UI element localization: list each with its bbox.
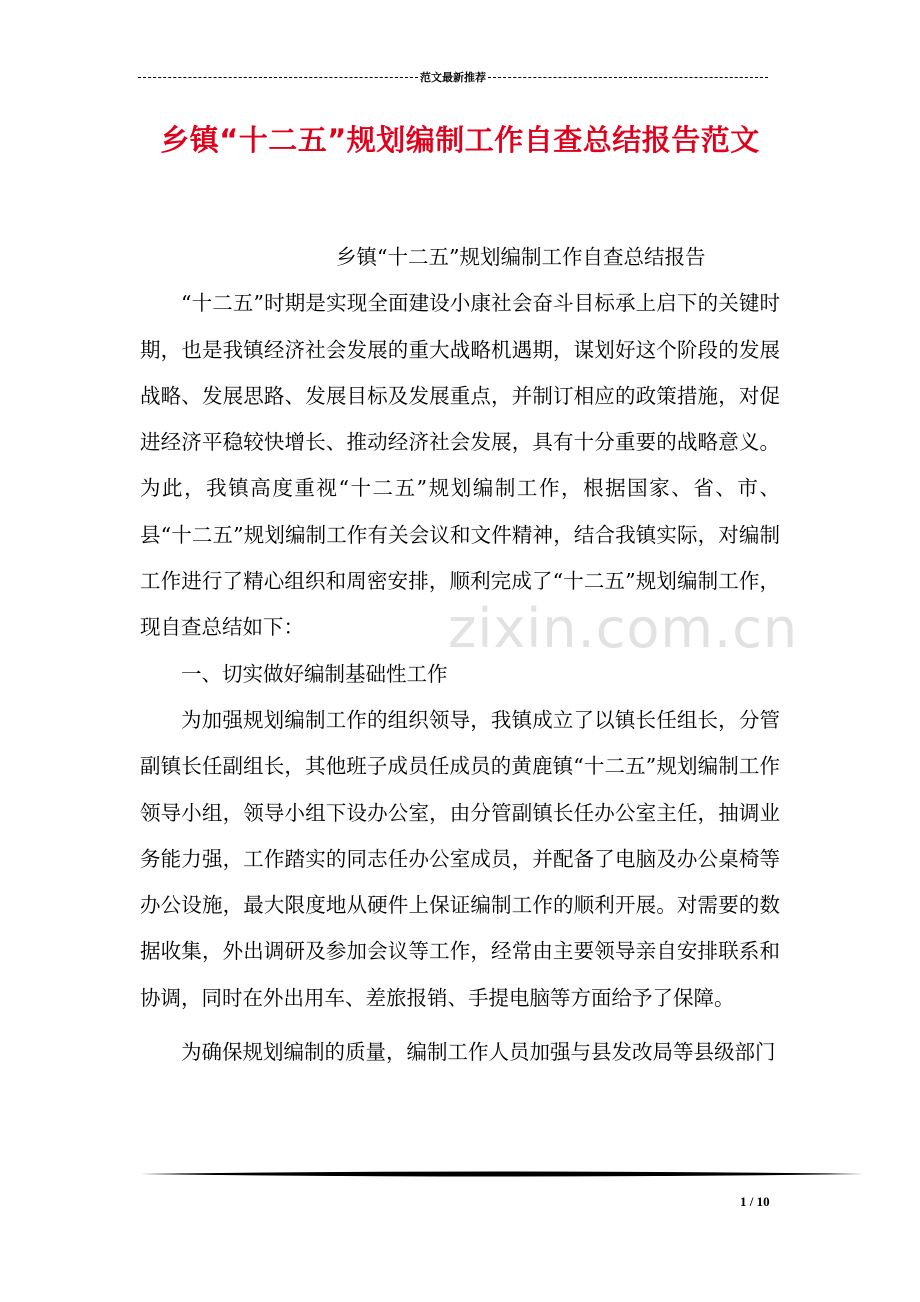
- paragraph-quality: 为确保规划编制的质量，编制工作人员加强与县发改局等县级部门: [181, 1040, 776, 1065]
- page-header: [138, 68, 768, 86]
- header-dash-right: [488, 77, 768, 78]
- paragraph-organization: 为加强规划编制工作的组织领导，我镇成立了以镇长任组长，分管副镇长任副组长，其他班子成员任成员的黄鹿镇“十二五”规划编制工作领导小组，领导小组下设办公室，由分管副镇长任办公室主任，抽调业务能力强，工作踏实的同志任办公室成员，并配备了电脑及办公桌椅等办公设施，最大限度地从硬件上保证编制工作的顺利开展。对需要的数据收集，外出调研及参加会议等工作，经常由主要领导亲自安排联系和协调，同时在外出用车、差旅报销、手提电脑等方面给予了保障。: [140, 707, 780, 1010]
- document-body: [140, 234, 780, 1075]
- watermark: zixin.com.cn: [448, 597, 799, 660]
- header-dash-left: [138, 77, 418, 78]
- document-title: 乡镇“十二五”规划编制工作自查总结报告范文: [160, 123, 760, 157]
- page-number: 1 / 10: [740, 1194, 770, 1209]
- footer-rule: [140, 1170, 864, 1178]
- header-label: 范文最新推荐: [420, 71, 486, 84]
- paragraph-intro: “十二五”时期是实现全面建设小康社会奋斗目标承上启下的关键时期，也是我镇经济社会发展的重大战略机遇期，谋划好这个阶段的发展战略、发展思路、发展目标及发展重点，并制订相应的政策措施，对促进经济平稳较快增长、推动经济社会发展，具有十分重要的战略意义。为此，我镇高度重视“十二五”规划编制工作，根据国家、省、市、县“十二五”规划编制工作有关会议和文件精神，结合我镇实际，对编制工作进行了精心组织和周密安排，顺利完成了“十二五”规划编制工作，现自查总结如下：: [140, 291, 780, 640]
- document-subtitle: 乡镇“十二五”规划编制工作自查总结报告: [336, 245, 706, 269]
- section-heading-1: 一、切实做好编制基础性工作: [181, 661, 448, 686]
